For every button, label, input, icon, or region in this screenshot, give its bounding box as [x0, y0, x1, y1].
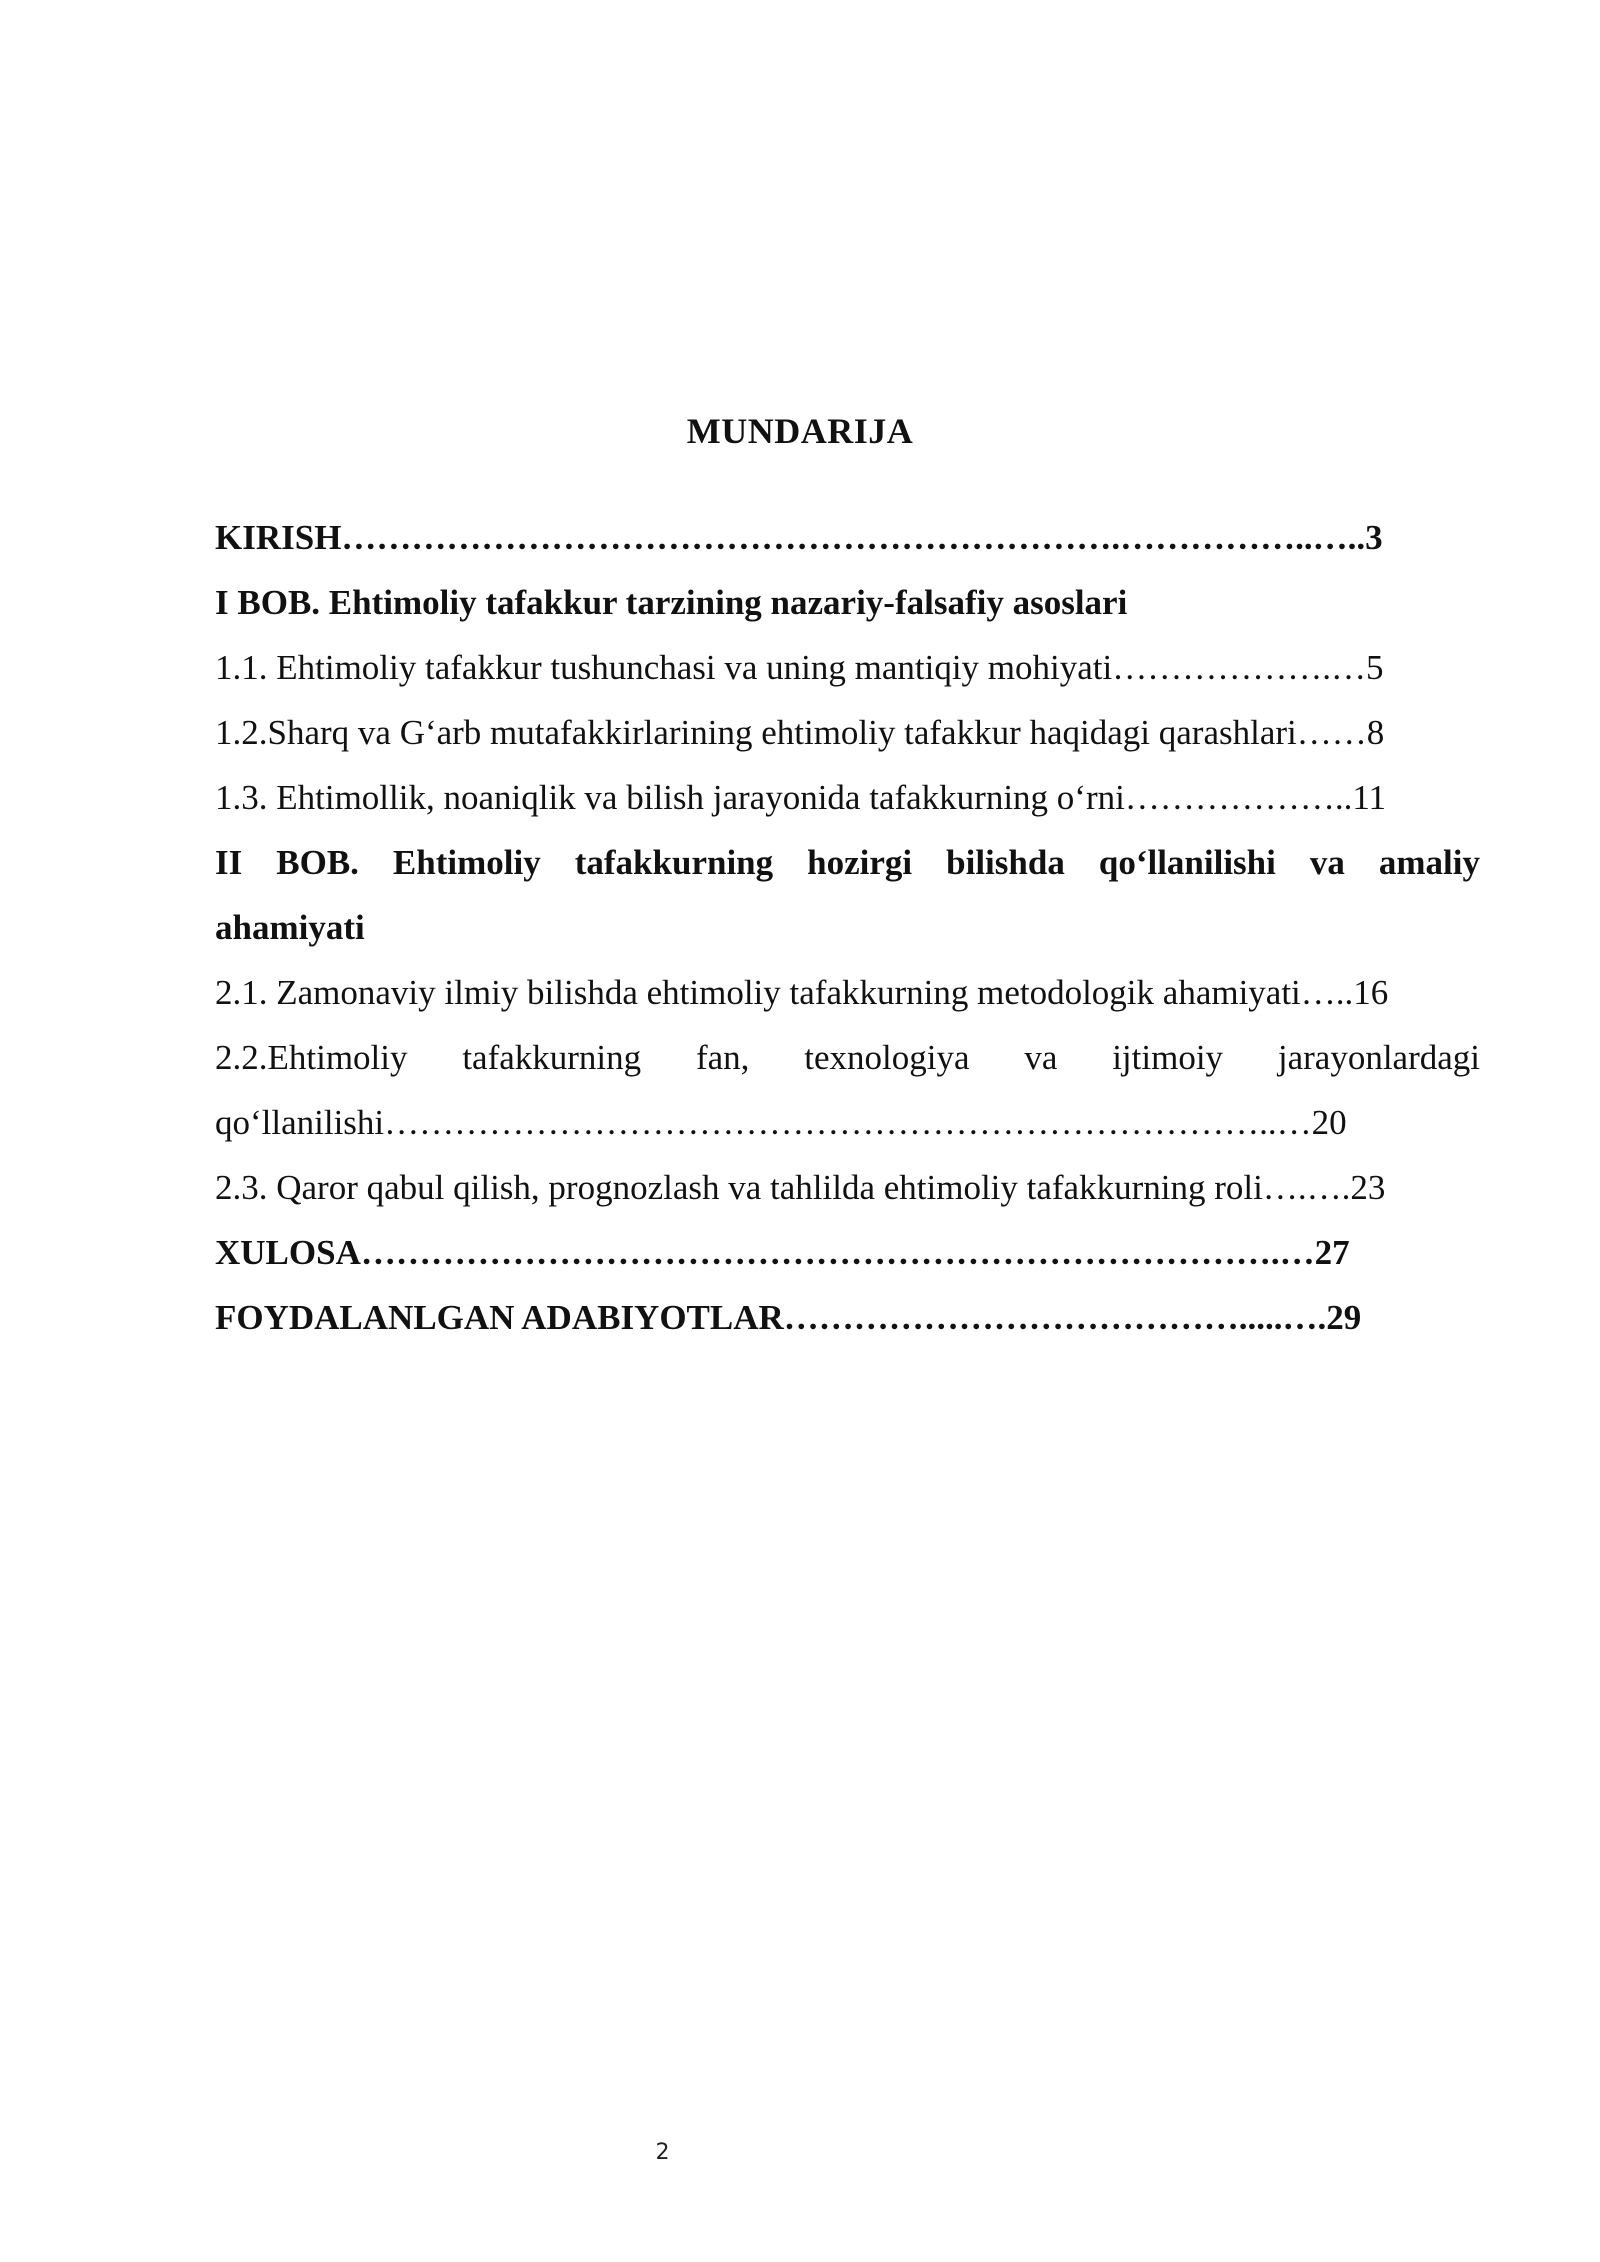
table-of-contents	[215, 505, 1480, 1350]
toc-section-1-2: 1.2.Sharq va G‘arb mutafakkirlarining ehtimoliy tafakkur haqidagi qarashlari……8	[215, 713, 1385, 752]
toc-section-1-1: 1.1. Ehtimoliy tafakkur tushunchasi va uning mantiqiy mohiyati……………….…5	[215, 648, 1384, 687]
toc-section-2-2-line-2: qo‘llanilishi…………………………………………………………………..…20	[215, 1103, 1347, 1142]
page-title: MUNDARIJA	[686, 411, 914, 451]
page-number: 2	[655, 2140, 670, 2165]
toc-section-2-1: 2.1. Zamonaviy ilmiy bilishda ehtimoliy tafakkurning metodologik ahamiyati…..16	[215, 973, 1389, 1012]
toc-entry-kirish: KIRISH………………………………………………………….……………..…..3	[215, 518, 1383, 557]
toc-section-2-3: 2.3. Qaror qabul qilish, prognozlash va tahlilda ehtimoliy tafakkurning roli….….23	[215, 1168, 1386, 1207]
toc-chapter-2-line-1: II BOB. Ehtimoliy tafakkurning hozirgi bilishda qo‘llanilishi va amaliy	[215, 843, 1480, 882]
toc-chapter-2-line-2: ahamiyati	[215, 908, 365, 947]
toc-section-1-3: 1.3. Ehtimollik, noaniqlik va bilish jarayonida tafakkurning o‘rni………………..11	[215, 778, 1387, 817]
toc-entry-adabiyotlar: FOYDALANLGAN ADABIYOTLAR………………………………….....….29	[215, 1298, 1362, 1337]
toc-chapter-1: I BOB. Ehtimoliy tafakkur tarzining nazariy-falsafiy asoslari	[215, 583, 1128, 622]
toc-entry-xulosa: XULOSA…………………………………………………………………….…27	[215, 1233, 1350, 1272]
toc-section-2-2-line-1: 2.2.Ehtimoliy tafakkurning fan, texnologiya va ijtimoiy jarayonlardagi	[215, 1038, 1480, 1077]
